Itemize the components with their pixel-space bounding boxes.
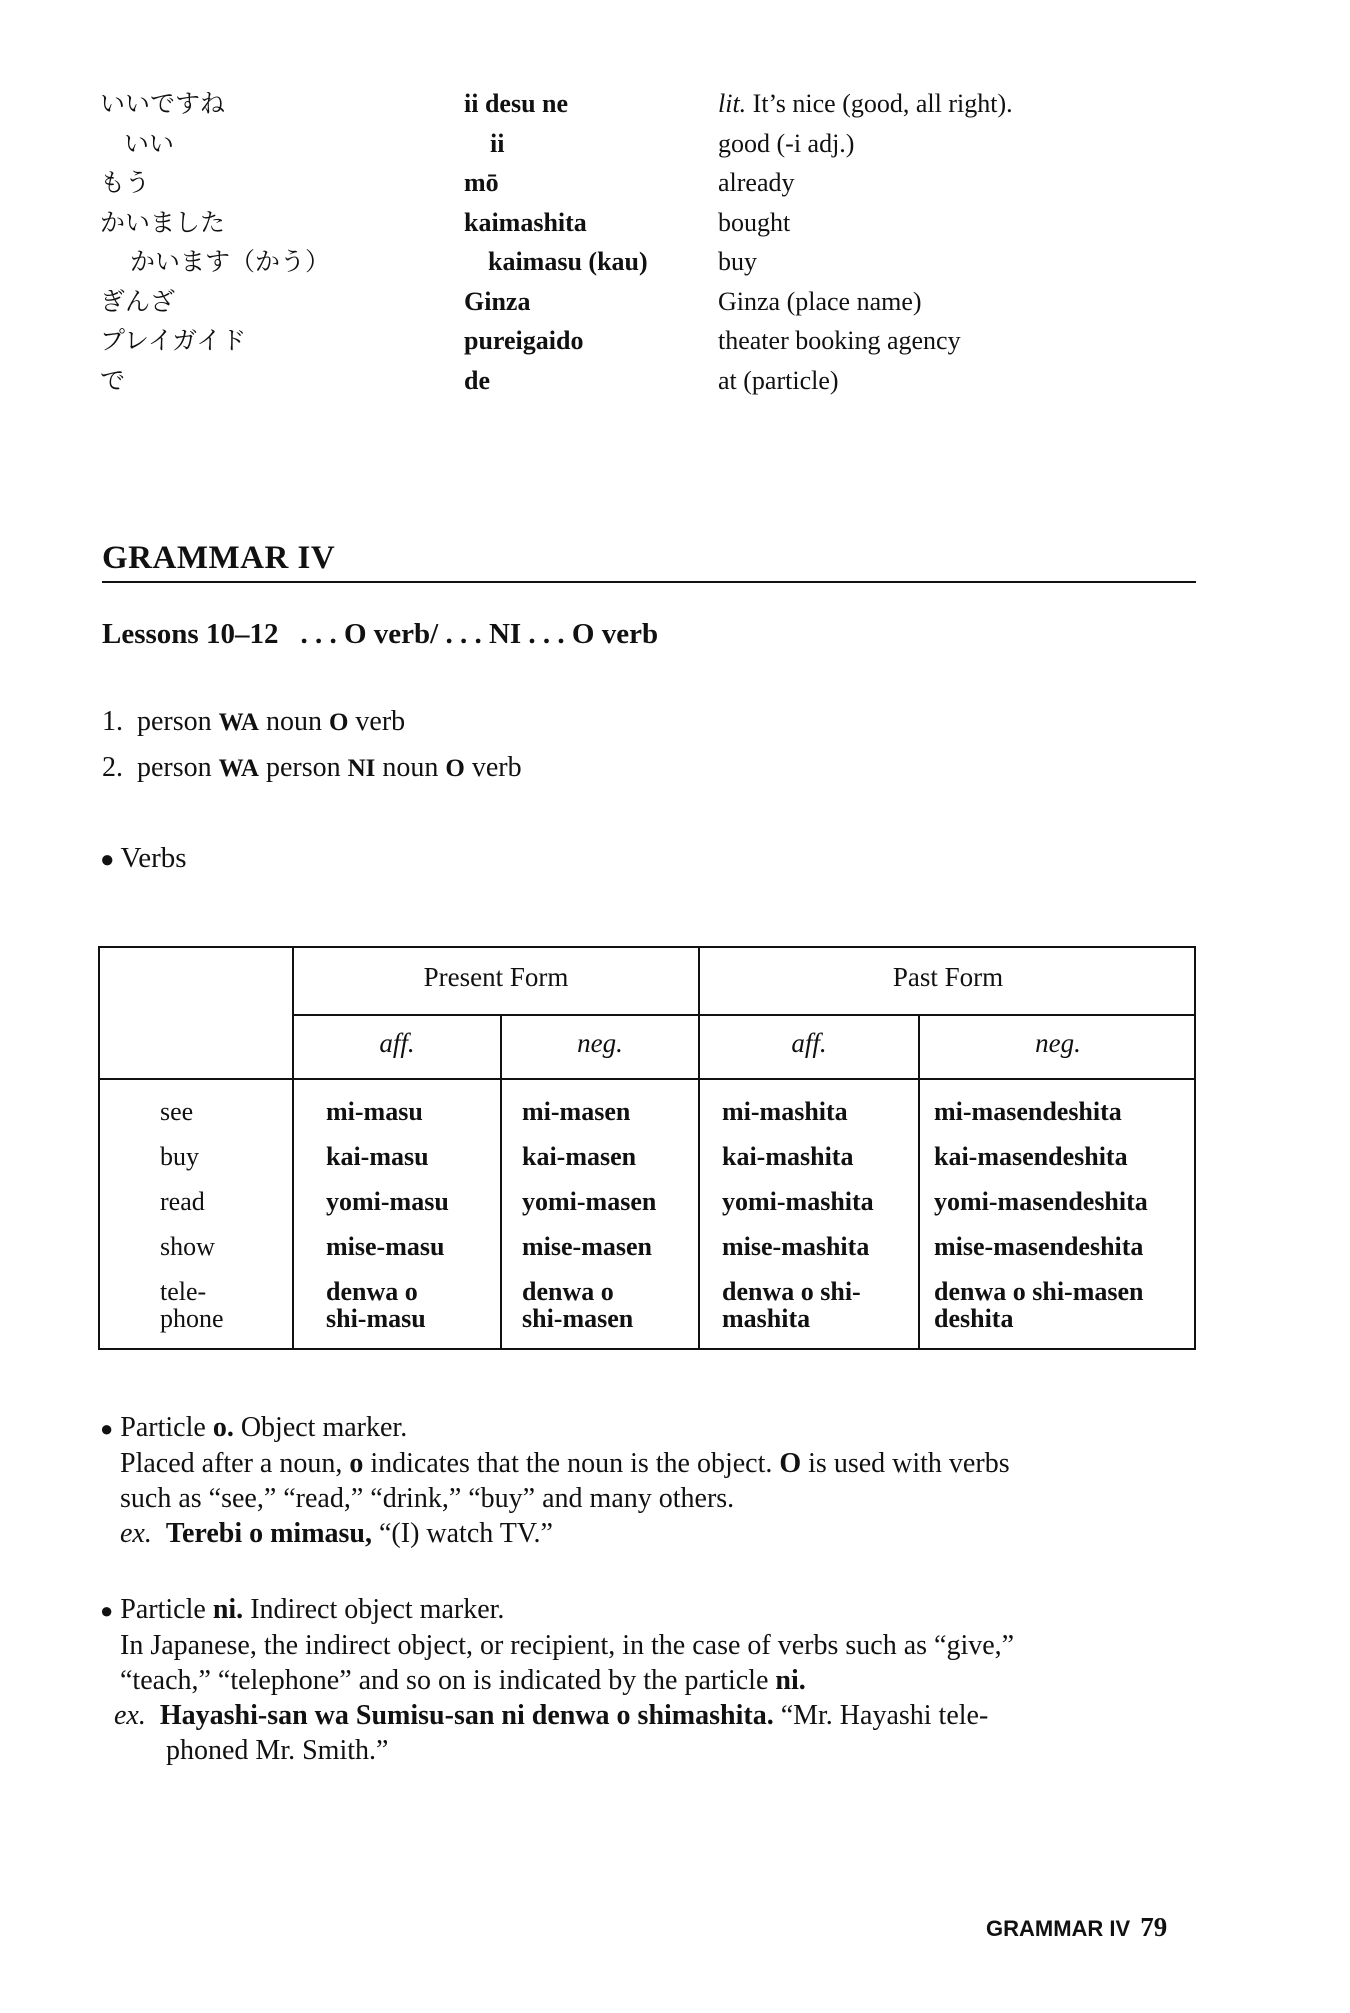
vocab-row [100,203,1200,243]
past-neg-cell: yomi-masendeshita [934,1187,1148,1216]
verb-english: see [160,1097,194,1126]
pattern-word: person [265,752,341,783]
cell-line: mashita [722,1304,811,1333]
particle-name: o. [212,1412,234,1443]
text: Placed after a noun, [120,1448,343,1479]
vocab-japanese: かいます（かう） [130,247,331,276]
particle-o-line [100,1446,1200,1481]
cell-line: denwa o [522,1277,614,1306]
present-neg-cell: mi-masen [522,1097,631,1126]
vocab-romaji: de [464,365,490,395]
verb-english: show [160,1232,215,1261]
particle-ni-example-cont: phoned Mr. Smith.” [166,1735,389,1766]
table-rule [698,948,700,1348]
verb-english-line: tele- [160,1277,207,1306]
particle-o-title [100,1410,1200,1446]
vocab-english: buy [718,247,757,276]
lessons-pattern: . . . O verb/ . . . NI . . . O verb [300,618,659,650]
particle-label: Particle [120,1412,206,1443]
sentence-patterns [102,706,522,798]
particle-ni-example [100,1698,1200,1733]
text-bold: ni. [775,1665,806,1696]
present-neg-cell [522,1278,633,1332]
lessons-label: Lessons 10–12 [102,618,279,650]
particle-ni-section [100,1592,1200,1768]
vocab-english: bought [718,207,791,237]
past-neg-cell [934,1278,1143,1332]
vocab-english [718,84,1013,124]
past-neg-header: neg. [1035,1028,1081,1058]
vocab-english: good (-i adj.) [718,128,855,158]
past-aff-cell [722,1278,861,1332]
past-neg-cell: mise-masendeshita [934,1232,1144,1261]
particle-ni-line [100,1663,1200,1698]
text: is used with verbs [808,1448,1010,1479]
vocab-romaji: ii [490,128,505,158]
pattern-number: 2. [102,752,123,783]
page-number: 79 [1140,1912,1168,1942]
vocab-japanese: かいました [100,207,226,237]
cell-line: shi-masen [522,1304,634,1333]
present-aff-cell: mise-masu [326,1232,445,1261]
bullet-icon: ● [100,1598,114,1623]
pattern-number: 1. [102,706,123,737]
past-neg-cell: mi-masendeshita [934,1097,1122,1126]
example-label: ex. [120,1518,152,1549]
example-japanese: Hayashi-san wa Sumisu-san ni denwa o shimashita. [159,1700,774,1731]
past-neg-cell: kai-masendeshita [934,1142,1128,1171]
particle-name: ni. [212,1594,244,1625]
present-neg-cell: yomi-masen [522,1187,657,1216]
particle-ni-line: In Japanese, the indirect object, or recipient, in the case of verbs such as “give,” [120,1630,1015,1661]
vocab-row [100,163,1200,203]
present-form-header: Present Form [423,962,569,992]
bullet-icon: ● [100,847,115,873]
vocab-english-text: It’s nice (good, all right). [752,89,1013,118]
verbs-label: Verbs [120,842,187,874]
past-aff-header: aff. [791,1028,827,1058]
vocab-row [100,282,1200,322]
text-bold: O [779,1448,802,1479]
vocab-japanese: プレイガイド [100,326,247,355]
present-neg-header: neg. [577,1028,623,1058]
example-english: “Mr. Hayashi tele- [780,1700,989,1731]
particle-label: Particle [120,1594,206,1625]
example-japanese: Terebi o mimasu, [165,1518,372,1549]
particle-o-section [100,1410,1200,1551]
vocab-row [100,321,1200,361]
text: “teach,” “telephone” and so on is indicated by the particle [120,1665,769,1696]
vocab-romaji: Ginza [464,286,531,316]
bullet-icon: ● [100,1416,114,1441]
table-rule [292,948,294,1348]
particle-o-line: such as “see,” “read,” “drink,” “buy” and many others. [120,1483,735,1514]
verb-english: buy [160,1142,199,1171]
past-aff-cell: mise-mashita [722,1232,870,1261]
verb-english [160,1278,224,1332]
cell-line: denwa o [326,1277,418,1306]
pattern-word: verb [471,752,522,783]
vocab-romaji: pureigaido [464,326,584,355]
vocab-english: at (particle) [718,365,839,395]
lit-label: lit. [718,89,747,118]
verb-table [98,946,1196,1350]
verbs-heading [100,842,187,875]
pattern-particle: WA [218,709,259,736]
lessons-line [102,618,658,651]
vocab-japanese: ぎんざ [100,286,176,316]
section-heading: GRAMMAR IV [102,540,1196,583]
vocab-row [100,124,1200,164]
pattern-particle: O [328,709,349,736]
cell-line: denwa o shi-masen [934,1277,1144,1306]
table-rule [100,1078,1196,1080]
running-title: GRAMMAR IV [986,1916,1131,1941]
verb-english-line: phone [160,1304,224,1333]
pattern-particle: WA [218,755,259,782]
cell-line: shi-masu [326,1304,426,1333]
table-rule [918,1014,920,1348]
particle-title: Object marker. [240,1412,408,1443]
vocab-romaji: kaimasu (kau) [488,247,648,276]
vocab-row [100,84,1200,124]
pattern-2 [102,752,522,798]
vocabulary-list [100,84,1200,400]
pattern-word: person [137,706,212,737]
particle-ni-title [100,1592,1200,1628]
past-aff-cell: kai-mashita [722,1142,854,1171]
past-aff-cell: mi-mashita [722,1097,848,1126]
present-aff-cell: yomi-masu [326,1187,449,1216]
pattern-particle: NI [347,755,376,782]
cell-line: denwa o shi- [722,1277,861,1306]
particle-title: Indirect object marker. [250,1594,505,1625]
past-aff-cell: yomi-mashita [722,1187,874,1216]
vocab-english: already [718,168,795,197]
vocab-row [100,242,1200,282]
vocab-romaji: mō [464,168,499,197]
past-form-header: Past Form [892,962,1004,992]
pattern-word: person [137,752,212,783]
present-neg-cell: kai-masen [522,1142,637,1171]
pattern-1 [102,706,522,752]
present-aff-cell: mi-masu [326,1097,423,1126]
vocab-japanese: いい [124,128,175,158]
vocab-romaji: kaimashita [464,207,587,237]
present-aff-header: aff. [379,1028,415,1058]
pattern-particle: O [445,755,465,782]
vocab-japanese: で [100,365,126,395]
cell-line: deshita [934,1304,1014,1333]
vocab-english: Ginza (place name) [718,286,922,316]
text: indicates that the noun is the object. [370,1448,773,1479]
vocab-romaji: ii desu ne [464,89,569,118]
pattern-word: verb [355,706,406,737]
table-rule [292,1014,1196,1016]
vocab-japanese: もう [100,168,151,197]
example-english: “(I) watch TV.” [379,1518,553,1549]
present-aff-cell [326,1278,426,1332]
vocab-row [100,361,1200,401]
vocab-english: theater booking agency [718,326,961,355]
particle-o-example [100,1516,1200,1551]
present-aff-cell: kai-masu [326,1142,429,1171]
text-bold: o [349,1448,364,1479]
verb-english: read [160,1187,205,1216]
table-rule [500,1014,502,1348]
present-neg-cell: mise-masen [522,1232,652,1261]
pattern-word: noun [265,706,322,737]
vocab-japanese: いいですね [100,89,226,118]
pattern-word: noun [382,752,439,783]
example-label: ex. [114,1700,146,1731]
page-footer [986,1912,1167,1943]
